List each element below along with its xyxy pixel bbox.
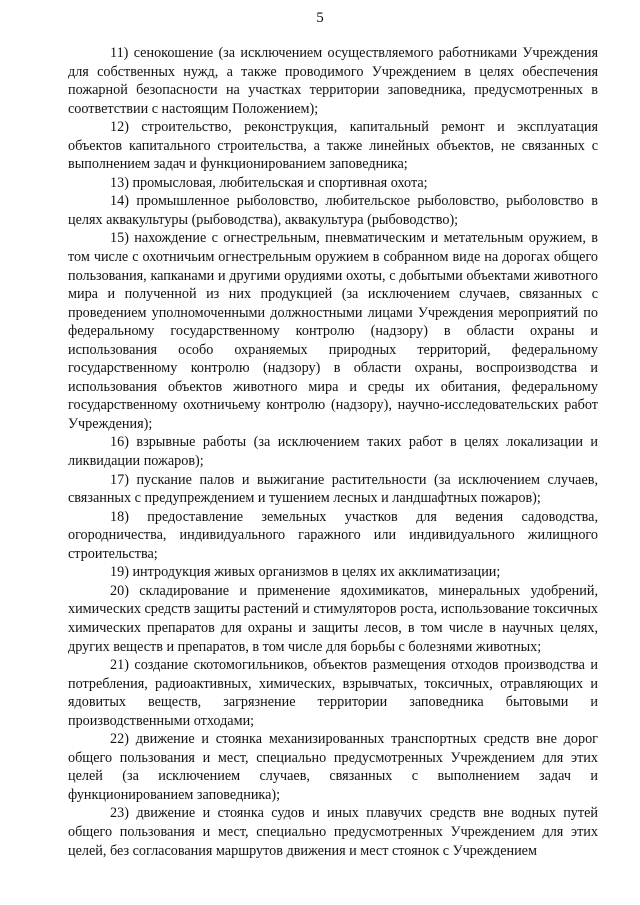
list-item-12: 12) строительство, реконструкция, капитальный ремонт и эксплуатация объектов капитального строительства, а также линейных объектов, не связанных с выполнением задач и функционированием заповедника; — [68, 119, 598, 173]
list-item-14: 14) промышленное рыболовство, любительское рыболовство, рыболовство в целях аквакультуры (рыбоводства), аквакультура (рыбоводство); — [68, 193, 598, 228]
list-item-23: 23) движение и стоянка судов и иных плавучих средств вне водных путей общего пользования и мест, специально предусмотренных Учреждением для этих целей, без согласования маршрутов движения и мест стоянок с Учреждением — [68, 805, 598, 859]
list-item-15: 15) нахождение с огнестрельным, пневматическим и метательным оружием, в том числе с охотничьим огнестрельным оружием в собранном виде на дорогах общего пользования, капканами и другими орудиями охоты, с добытыми объектами животного мира и полученной из них продукцией (за исключением случаев, связанных с проведением уполномоченными должностными лицами Учреждения мероприятий по федеральному государственному контролю (надзору) в области охраны и использования особо охраняемых природных территорий, федеральному государственному контролю (надзору) в области охраны, воспроизводства и использования объектов животного мира и среды их обитания, федеральному государственному охотничьему контролю (надзору), научно-исследовательских работ Учреждения); — [68, 230, 598, 432]
page-number: 5 — [316, 10, 324, 26]
list-item-11: 11) сенокошение (за исключением осуществляемого работниками Учреждения для собственных нужд, а также проводимого Учреждением в целях обеспечения пожарной безопасности на участках территории заповедника, предусмотренных в соответствии с настоящим Положением); — [68, 45, 598, 117]
list-item-19: 19) интродукция живых организмов в целях их акклиматизации; — [110, 564, 501, 581]
list-item-16: 16) взрывные работы (за исключением таких работ в целях локализации и ликвидации пожаров); — [68, 434, 598, 470]
document-body — [68, 44, 598, 860]
list-item-22: 22) движение и стоянка механизированных транспортных средств вне дорог общего пользования и мест, специально предусмотренных Учреждением для этих целей (за исключением случаев, связанных с выполнением задач и функционированием заповедника); — [68, 731, 598, 803]
list-item-20: 20) складирование и применение ядохимикатов, минеральных удобрений, химических средств защиты растений и стимуляторов роста, использование токсичных химических препаратов для охраны и защиты лесов, в том числе в научных целях, других веществ и препаратов, в том числе для борьбы с болезнями животных; — [68, 582, 598, 655]
list-item-18: 18) предоставление земельных участков для ведения садоводства, огородничества, индивидуального гаражного или индивидуального жилищного строительства; — [68, 508, 598, 562]
list-item-21: 21) создание скотомогильников, объектов размещения отходов производства и потребления, радиоактивных, химических, взрывчатых, токсичных, отравляющих и ядовитых веществ, загрязнение территории заповедника бытовыми и производственными отходами; — [68, 657, 598, 729]
list-item-13: 13) промысловая, любительская и спортивная охота; — [110, 174, 428, 191]
list-item-17: 17) пускание палов и выжигание растительности (за исключением случаев, связанных с предупреждением и тушением лесных и ландшафтных пожаров); — [68, 471, 598, 507]
